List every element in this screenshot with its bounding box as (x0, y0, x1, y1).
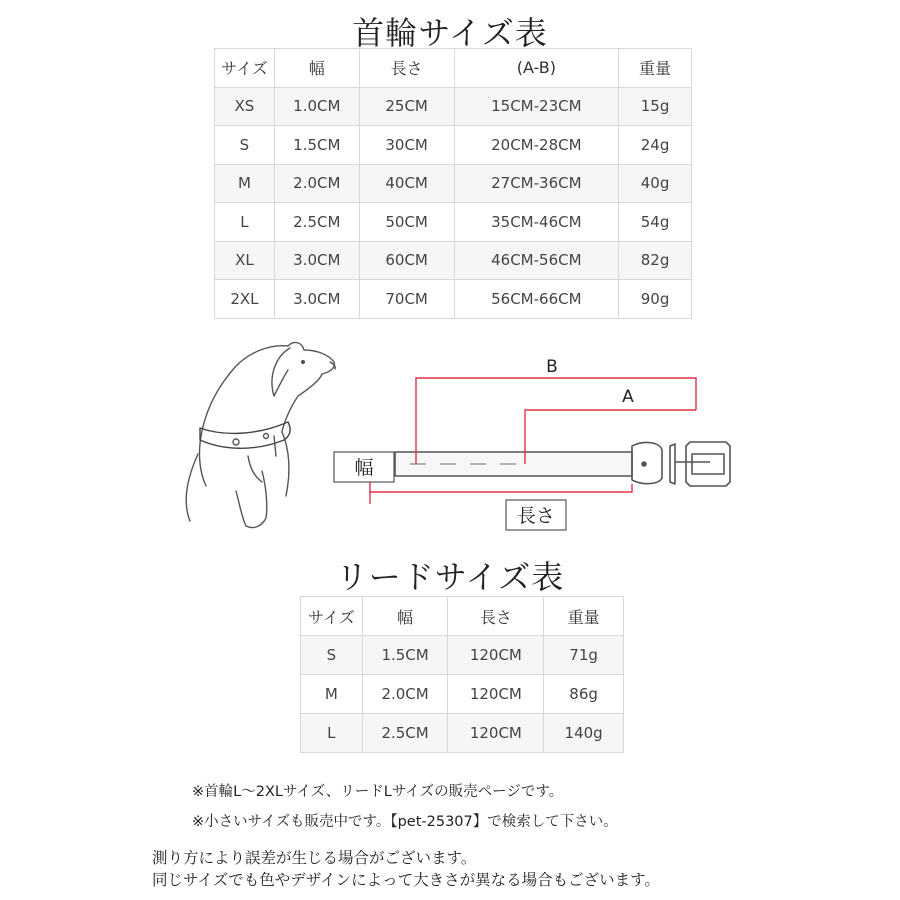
cell-size: M (215, 164, 275, 203)
collar-size-table (214, 48, 692, 319)
cell-length: 120CM (448, 675, 544, 714)
collar-measurement-diagram (170, 336, 750, 536)
cell-length: 120CM (448, 636, 544, 675)
cell-weight: 40g (619, 164, 692, 203)
table-row (215, 126, 692, 165)
cell-weight: 90g (619, 280, 692, 319)
cell-size: 2XL (215, 280, 275, 319)
cell-width: 1.5CM (362, 636, 448, 675)
dog-illustration-icon (186, 343, 335, 528)
leash-size-table (300, 596, 624, 753)
cell-weight: 15g (619, 87, 692, 126)
header-range: (A-B) (454, 49, 619, 88)
note-small-sizes: ※小さいサイズも販売中です。【pet-25307】で検索して下さい。 (192, 814, 618, 830)
cell-length: 30CM (359, 126, 454, 165)
table-row (215, 241, 692, 280)
cell-weight: 82g (619, 241, 692, 280)
table-row (301, 714, 624, 753)
collar-strap-icon (395, 442, 730, 486)
table-row (215, 164, 692, 203)
cell-weight: 24g (619, 126, 692, 165)
cell-width: 1.5CM (274, 126, 359, 165)
table-header-row (215, 49, 692, 88)
cell-weight: 71g (544, 636, 624, 675)
cell-range: 27CM-36CM (454, 164, 619, 203)
cell-size: L (215, 203, 275, 242)
cell-size: L (301, 714, 363, 753)
cell-length: 120CM (448, 714, 544, 753)
cell-width: 2.0CM (362, 675, 448, 714)
cell-size: XS (215, 87, 275, 126)
header-length: 長さ (448, 597, 544, 636)
table-row (301, 675, 624, 714)
cell-length: 40CM (359, 164, 454, 203)
cell-length: 50CM (359, 203, 454, 242)
label-width: 幅 (354, 457, 374, 479)
collar-size-title: 首輪サイズ表 (352, 14, 548, 52)
cell-size: S (215, 126, 275, 165)
cell-width: 2.5CM (274, 203, 359, 242)
cell-width: 2.5CM (362, 714, 448, 753)
note-measurement-error: 測り方により誤差が生じる場合がございます。 (152, 849, 477, 867)
header-width: 幅 (274, 49, 359, 88)
cell-width: 3.0CM (274, 280, 359, 319)
cell-range: 56CM-66CM (454, 280, 619, 319)
cell-length: 25CM (359, 87, 454, 126)
cell-size: S (301, 636, 363, 675)
cell-weight: 54g (619, 203, 692, 242)
header-width: 幅 (362, 597, 448, 636)
header-length: 長さ (359, 49, 454, 88)
table-row (301, 636, 624, 675)
table-row (215, 87, 692, 126)
measurement-lines (370, 378, 696, 504)
cell-range: 35CM-46CM (454, 203, 619, 242)
cell-weight: 140g (544, 714, 624, 753)
label-a: A (622, 387, 634, 407)
cell-range: 20CM-28CM (454, 126, 619, 165)
note-size-variation: 同じサイズでも色やデザインによって大きさが異なる場合もございます。 (152, 871, 660, 889)
cell-size: M (301, 675, 363, 714)
leash-size-title: リードサイズ表 (335, 558, 565, 596)
label-length: 長さ (516, 505, 556, 527)
cell-size: XL (215, 241, 275, 280)
table-row (215, 203, 692, 242)
label-b: B (546, 357, 558, 377)
header-weight: 重量 (619, 49, 692, 88)
cell-width: 2.0CM (274, 164, 359, 203)
table-row (215, 280, 692, 319)
header-size: サイズ (215, 49, 275, 88)
cell-range: 15CM-23CM (454, 87, 619, 126)
cell-weight: 86g (544, 675, 624, 714)
cell-length: 70CM (359, 280, 454, 319)
header-size: サイズ (301, 597, 363, 636)
cell-range: 46CM-56CM (454, 241, 619, 280)
cell-width: 3.0CM (274, 241, 359, 280)
cell-width: 1.0CM (274, 87, 359, 126)
table-header-row (301, 597, 624, 636)
cell-length: 60CM (359, 241, 454, 280)
header-weight: 重量 (544, 597, 624, 636)
note-sales-page: ※首輪L～2XLサイズ、リードLサイズの販売ページです。 (192, 784, 564, 800)
